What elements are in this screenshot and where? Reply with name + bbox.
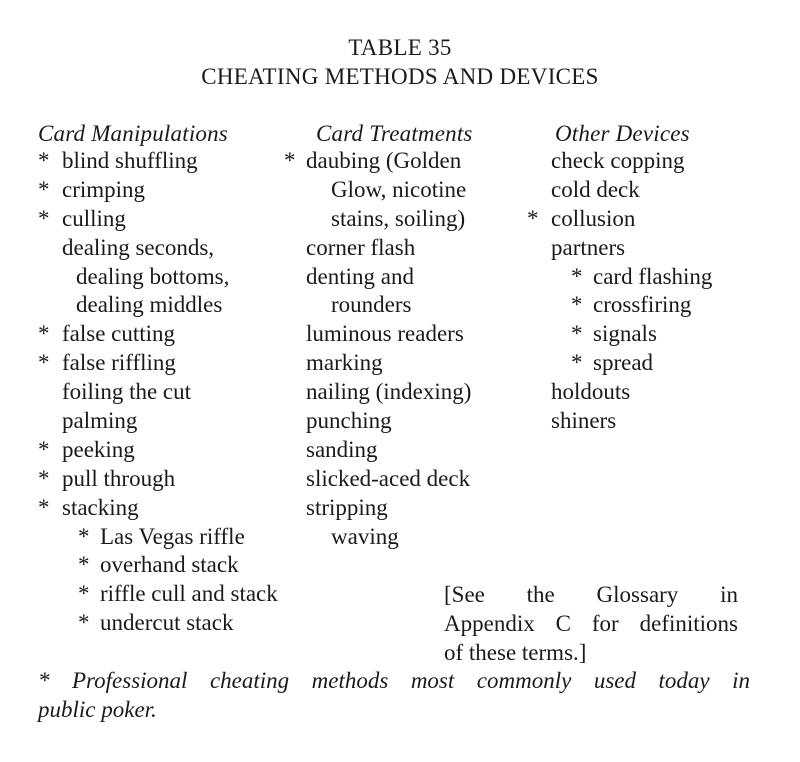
list-item: [284, 234, 514, 263]
list-item: [284, 205, 514, 234]
list-item-text: pull through: [62, 465, 176, 491]
list-item: [527, 378, 757, 407]
asterisk-marker: *: [38, 350, 50, 376]
list-item-text: false riffling: [62, 350, 176, 376]
list-item: [38, 378, 318, 407]
list-item: [38, 494, 318, 523]
list-item-text: palming: [62, 408, 138, 434]
list-item: [284, 378, 514, 407]
list-item-text: Glow, nicotine: [331, 176, 467, 202]
list-item-text: dealing bottoms,: [76, 263, 230, 289]
list-item: [284, 465, 514, 494]
list-item: [38, 147, 318, 176]
list-item-text: cold deck: [551, 176, 640, 202]
list-item-text: riffle cull and stack: [100, 581, 278, 607]
list-item-text: dealing middles: [76, 292, 223, 318]
list-item: [284, 176, 514, 205]
list-item-text: stacking: [62, 494, 139, 520]
list-item: [38, 551, 318, 580]
column-heading-other-devices: Other Devices: [555, 121, 690, 146]
list-item: [284, 291, 514, 320]
table-number: TABLE 35: [348, 35, 452, 60]
list-item-text: stains, soiling): [331, 205, 466, 231]
list-item: [38, 436, 318, 465]
list-item-text: crimping: [62, 176, 146, 202]
list-item-text: false cutting: [62, 321, 176, 347]
footnote-line: public poker.: [38, 697, 157, 722]
list-item-text: slicked-aced deck: [306, 465, 471, 491]
list-item-text: dealing seconds,: [62, 234, 215, 260]
list-item: [284, 523, 514, 552]
list-item-text: spread: [593, 350, 654, 376]
list-item-text: marking: [306, 350, 383, 376]
list-item-text: daubing (Golden: [306, 148, 462, 173]
list-item: [38, 291, 318, 320]
list-item-text: overhand stack: [100, 552, 239, 578]
asterisk-marker: *: [571, 350, 583, 376]
list-item: [38, 465, 318, 494]
list-item-text: collusion: [551, 205, 636, 231]
list-item: [284, 263, 514, 292]
list-item: [38, 349, 318, 378]
list-item-text: blind shuffling: [62, 148, 198, 173]
list-item-text: undercut stack: [100, 610, 234, 636]
list-item: [38, 580, 318, 609]
asterisk-marker: *: [78, 552, 90, 578]
footnote: [38, 666, 750, 724]
list-item-text: corner flash: [306, 234, 416, 260]
list-item-text: card flashing: [593, 263, 713, 289]
list-item: [284, 436, 514, 465]
list-item: [527, 320, 757, 349]
list-item-text: waving: [331, 523, 399, 549]
asterisk-marker: *: [38, 494, 50, 520]
table-title: CHEATING METHODS AND DEVICES: [201, 64, 599, 89]
asterisk-marker: *: [38, 321, 50, 347]
list-item-text: nailing (indexing): [306, 379, 472, 405]
list-item: [527, 147, 757, 176]
asterisk-marker: *: [571, 321, 583, 347]
list-item-text: sanding: [306, 436, 378, 462]
list-item: [284, 349, 514, 378]
list-item-text: Las Vegas riffle: [100, 523, 245, 549]
list-item: [38, 263, 318, 292]
list-item-text: check copping: [551, 148, 685, 173]
list-item: [284, 407, 514, 436]
list-item-text: foiling the cut: [62, 379, 192, 405]
column-heading-card-treatments: Card Treatments: [316, 121, 473, 146]
glossary-note: [444, 580, 738, 667]
list-item: [527, 291, 757, 320]
list-item-text: culling: [62, 205, 126, 231]
list-item-text: crossfiring: [593, 292, 692, 318]
asterisk-marker: *: [38, 148, 50, 173]
glossary-note-line: Appendix C for definitions: [444, 611, 738, 636]
list-item: [527, 263, 757, 292]
asterisk-marker: *: [38, 176, 50, 202]
list-item: [527, 349, 757, 378]
list-item-text: holdouts: [551, 379, 631, 405]
asterisk-marker: *: [284, 148, 296, 173]
asterisk-marker: *: [78, 581, 90, 607]
list-item-text: stripping: [306, 494, 388, 520]
asterisk-marker: *: [78, 523, 90, 549]
glossary-note-line: [See the Glossary in: [444, 582, 738, 607]
column-heading-card-manipulations: Card Manipulations: [38, 121, 228, 146]
glossary-note-line: of these terms.]: [444, 640, 587, 665]
list-item-text: rounders: [331, 292, 412, 318]
card-treatments-list: [284, 147, 514, 551]
asterisk-marker: *: [527, 205, 539, 231]
list-item: [284, 320, 514, 349]
list-item: [527, 205, 757, 234]
other-devices-list: [527, 147, 757, 436]
asterisk-marker: *: [571, 263, 583, 289]
list-item-text: denting and: [306, 263, 414, 289]
list-item-text: punching: [306, 408, 392, 434]
list-item: [38, 320, 318, 349]
list-item: [38, 609, 318, 638]
asterisk-marker: *: [78, 610, 90, 636]
list-item-text: signals: [593, 321, 657, 347]
card-manipulations-list: [38, 147, 318, 638]
asterisk-marker: *: [38, 465, 50, 491]
list-item-text: peeking: [62, 436, 135, 462]
list-item: [527, 234, 757, 263]
list-item: [527, 407, 757, 436]
list-item-text: luminous readers: [306, 321, 464, 347]
asterisk-marker: *: [38, 436, 50, 462]
asterisk-marker: *: [38, 205, 50, 231]
list-item: [38, 523, 318, 552]
list-item: [284, 147, 514, 176]
list-item: [38, 205, 318, 234]
list-item: [284, 494, 514, 523]
list-item-text: shiners: [551, 408, 617, 434]
asterisk-marker: *: [571, 292, 583, 318]
list-item: [38, 176, 318, 205]
list-item: [38, 234, 318, 263]
list-item-text: partners: [551, 234, 626, 260]
footnote-line: * Professional cheating methods most commonly used today in: [38, 668, 750, 693]
list-item: [527, 176, 757, 205]
list-item: [38, 407, 318, 436]
